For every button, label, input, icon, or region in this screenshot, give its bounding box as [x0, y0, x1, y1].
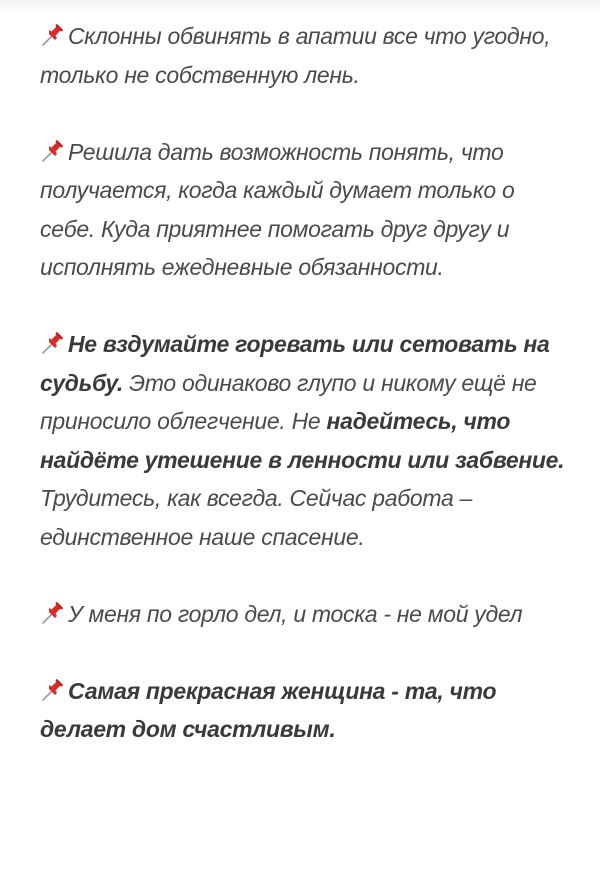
paragraph-1	[40, 17, 570, 94]
pushpin-icon	[40, 331, 66, 355]
paragraph-2	[40, 133, 570, 287]
pushpin-icon	[40, 678, 66, 702]
pushpin-icon	[40, 601, 66, 625]
paragraph-text: У меня по горло дел, и тоска - не мой удел	[68, 600, 523, 627]
paragraph-text: Склонны обвинять в апатии все что угодно, только не собственную лень.	[40, 23, 551, 88]
bold-phrase: Самая прекрасная женщина - та, что делает дом счастливым.	[40, 677, 497, 742]
pushpin-icon	[40, 23, 66, 47]
paragraph-text: Решила дать возможность понять, что получается, когда каждый думает только о себе. Куда приятнее помогать друг другу и исполнять ежедневные обязанности.	[40, 138, 515, 280]
paragraph-text: Это одинаково глупо и никому ещё не приносило облегчение. Не	[40, 369, 537, 434]
bold-phrase: Не вздумайте горевать или сетовать на судьбу.	[40, 331, 550, 396]
pushpin-icon	[40, 139, 66, 163]
paragraph-text: Трудитесь, как всегда. Сейчас работа – единственное наше спасение.	[40, 485, 473, 550]
paragraph-3	[40, 325, 570, 556]
document-body	[40, 17, 570, 787]
paragraph-5	[40, 672, 570, 749]
paragraph-4	[40, 595, 570, 634]
top-shadow	[0, 0, 600, 14]
bold-phrase: надейтесь, что найдёте утешение в ленности или забвение.	[40, 408, 565, 473]
